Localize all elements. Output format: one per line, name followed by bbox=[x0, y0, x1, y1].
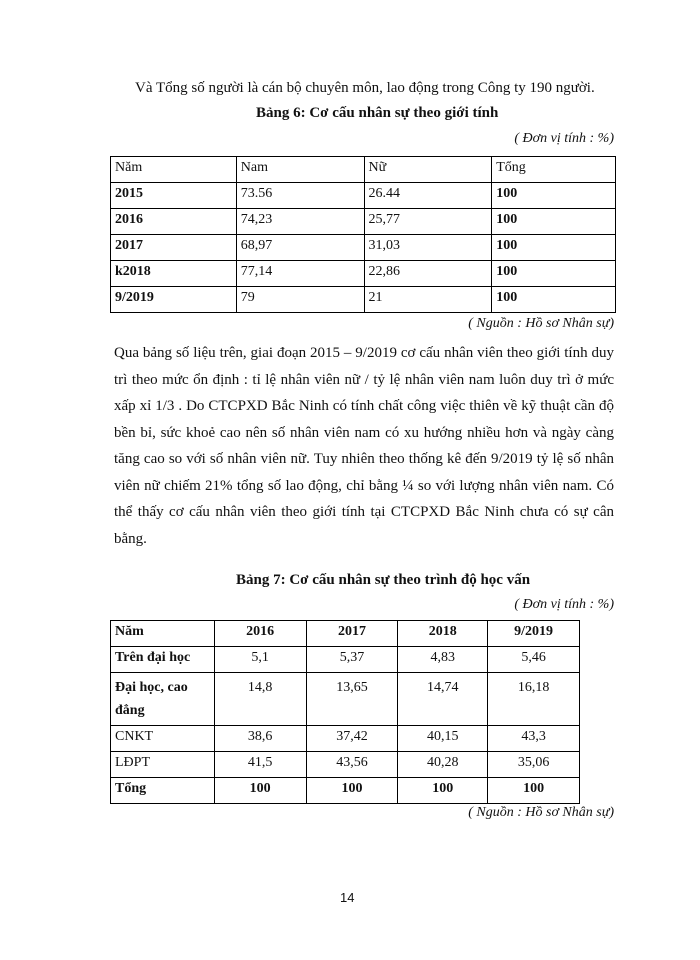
header-cell: 9/2019 bbox=[488, 621, 580, 647]
header-cell: Năm bbox=[111, 621, 215, 647]
table-row bbox=[111, 261, 616, 287]
header-cell: 2016 bbox=[214, 621, 306, 647]
table-row bbox=[111, 647, 580, 673]
table6-source: ( Nguồn : Hồ sơ Nhân sự) bbox=[468, 316, 614, 331]
total-cell: 100 bbox=[492, 209, 616, 235]
table-row bbox=[111, 287, 616, 313]
header-cell: Nam bbox=[236, 157, 364, 183]
table7-unit: ( Đơn vị tính : %) bbox=[514, 597, 614, 612]
header-cell: 2018 bbox=[398, 621, 488, 647]
value-cell: 5,1 bbox=[214, 647, 306, 673]
table6-gender-structure bbox=[110, 156, 616, 313]
analysis-paragraph: Qua bảng số liệu trên, giai đoạn 2015 – 9/2019 cơ cấu nhân viên theo giới tính duy trì theo mức ổn định : tỉ lệ nhân viên nữ / tỷ lệ nhân viên nam luôn duy trì ở mức xấp xỉ 1/3 . Do CTCPXD Bắc Ninh có tính chất công việc thiên về kỹ thuật cần độ bền bỉ, sức khoẻ cao nên số nhân viên nam có xu hướng nhiều hơn và ngày càng tăng cao so với số nhân viên nữ. Tuy nhiên theo thống kê đến 9/2019 tỷ lệ số nhân viên nữ chiếm 21% tổng số lao động, chỉ bằng ¼ so với lượng nhân viên nam. Có thể thấy cơ cấu nhân viên theo giới tính tại CTCPXD Bắc Ninh chưa có sự cân bằng. bbox=[114, 345, 614, 547]
year-cell: 2016 bbox=[111, 209, 237, 235]
table-row bbox=[111, 209, 616, 235]
value-cell: 4,83 bbox=[398, 647, 488, 673]
value-cell: 35,06 bbox=[488, 752, 580, 778]
total-cell: 100 bbox=[492, 235, 616, 261]
table7-education-structure bbox=[110, 620, 580, 804]
female-cell: 31,03 bbox=[364, 235, 492, 261]
total-cell: 100 bbox=[488, 778, 580, 804]
level-cell: CNKT bbox=[111, 726, 215, 752]
value-cell: 43,3 bbox=[488, 726, 580, 752]
female-cell: 21 bbox=[364, 287, 492, 313]
value-cell: 5,46 bbox=[488, 647, 580, 673]
total-cell: 100 bbox=[492, 287, 616, 313]
table7-caption: Bảng 7: Cơ cấu nhân sự theo trình độ học vấn bbox=[236, 572, 531, 588]
level-cell: Trên đại học bbox=[111, 647, 215, 673]
male-cell: 74,23 bbox=[236, 209, 364, 235]
year-cell: 9/2019 bbox=[111, 287, 237, 313]
male-cell: 79 bbox=[236, 287, 364, 313]
value-cell: 40,28 bbox=[398, 752, 488, 778]
table-header-row bbox=[111, 157, 616, 183]
table6-caption: Bảng 6: Cơ cấu nhân sự theo giới tính bbox=[256, 105, 499, 121]
year-cell: 2015 bbox=[111, 183, 237, 209]
total-cell: 100 bbox=[398, 778, 488, 804]
value-cell: 13,65 bbox=[306, 673, 398, 726]
table-row bbox=[111, 183, 616, 209]
page-number: 14 bbox=[340, 890, 355, 905]
total-cell: 100 bbox=[492, 261, 616, 287]
year-cell: k2018 bbox=[111, 261, 237, 287]
level-cell: LĐPT bbox=[111, 752, 215, 778]
table6-unit: ( Đơn vị tính : %) bbox=[514, 131, 614, 146]
total-cell: 100 bbox=[214, 778, 306, 804]
value-cell: 37,42 bbox=[306, 726, 398, 752]
value-cell: 14,74 bbox=[398, 673, 488, 726]
female-cell: 25,77 bbox=[364, 209, 492, 235]
header-cell: Năm bbox=[111, 157, 237, 183]
table-row bbox=[111, 235, 616, 261]
value-cell: 43,56 bbox=[306, 752, 398, 778]
value-cell: 41,5 bbox=[214, 752, 306, 778]
table-row bbox=[111, 726, 580, 752]
male-cell: 77,14 bbox=[236, 261, 364, 287]
table7-source: ( Nguồn : Hồ sơ Nhân sự) bbox=[468, 805, 614, 820]
male-cell: 68,97 bbox=[236, 235, 364, 261]
level-cell: Tổng bbox=[111, 778, 215, 804]
intro-line: Và Tổng số người là cán bộ chuyên môn, lao động trong Công ty 190 người. bbox=[135, 80, 595, 96]
table-row bbox=[111, 752, 580, 778]
level-cell: Đại học, cao đẳng bbox=[111, 673, 215, 726]
year-cell: 2017 bbox=[111, 235, 237, 261]
table-header-row bbox=[111, 621, 580, 647]
male-cell: 73.56 bbox=[236, 183, 364, 209]
header-cell: 2017 bbox=[306, 621, 398, 647]
header-cell: Tổng bbox=[492, 157, 616, 183]
value-cell: 5,37 bbox=[306, 647, 398, 673]
value-cell: 38,6 bbox=[214, 726, 306, 752]
table-row bbox=[111, 778, 580, 804]
value-cell: 40,15 bbox=[398, 726, 488, 752]
female-cell: 22,86 bbox=[364, 261, 492, 287]
header-cell: Nữ bbox=[364, 157, 492, 183]
value-cell: 14,8 bbox=[214, 673, 306, 726]
table-row bbox=[111, 673, 580, 726]
total-cell: 100 bbox=[492, 183, 616, 209]
value-cell: 16,18 bbox=[488, 673, 580, 726]
female-cell: 26.44 bbox=[364, 183, 492, 209]
total-cell: 100 bbox=[306, 778, 398, 804]
